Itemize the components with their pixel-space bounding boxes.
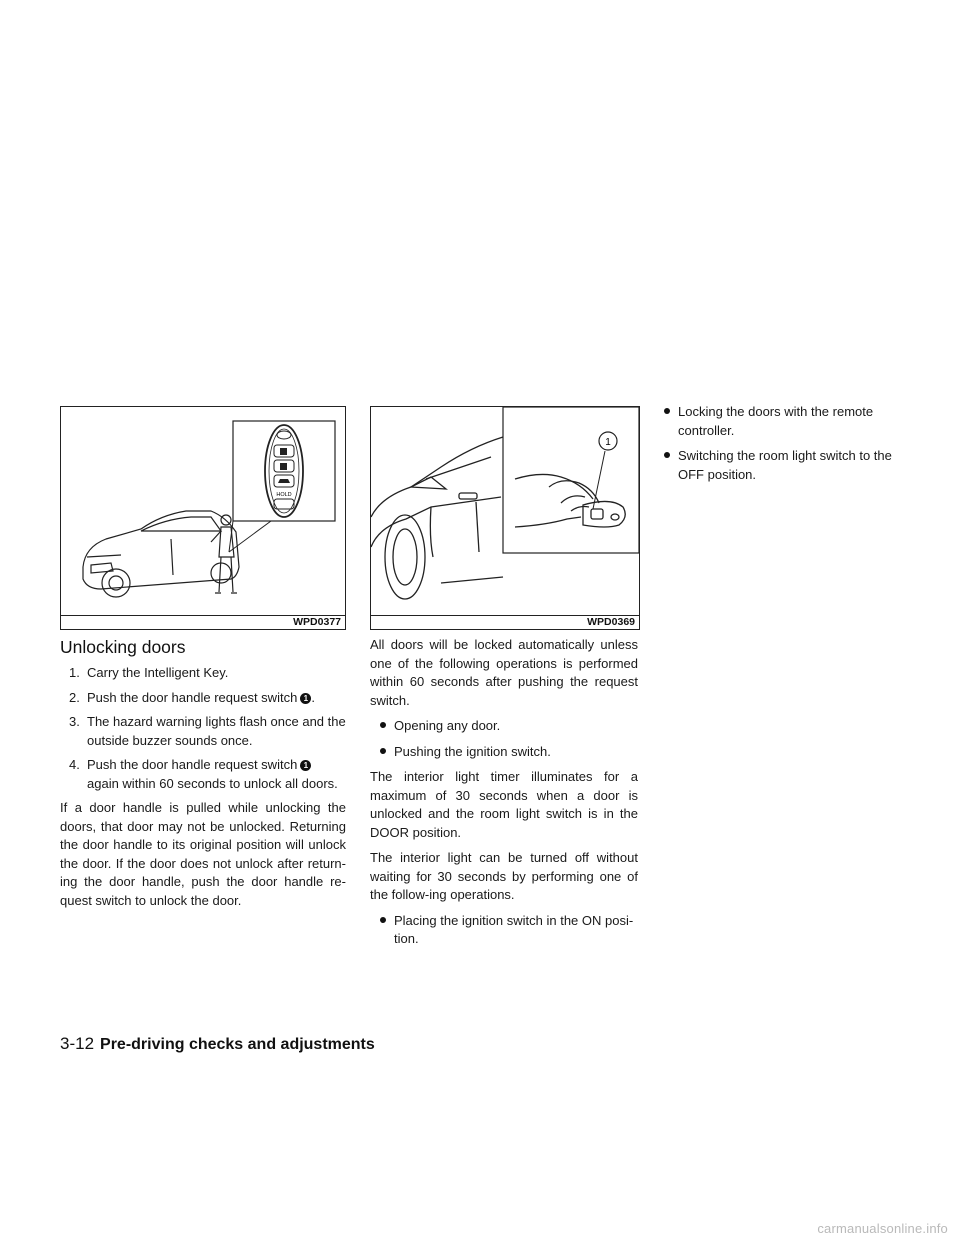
bullet-item: Opening any door. <box>370 717 638 736</box>
bullet-item: Placing the ignition switch in the ON posi-tion. <box>370 912 638 949</box>
left-column-text <box>60 664 346 917</box>
svg-text:HOLD: HOLD <box>276 492 292 498</box>
paragraph: The interior light timer illuminates for a maximum of 30 seconds when a door is unlocked and the room light switch is in the DOOR position. <box>370 769 638 840</box>
car-front-illustration <box>371 437 503 599</box>
bullet-icon <box>380 748 386 754</box>
right-column-text <box>662 403 902 491</box>
bullet-icon <box>380 917 386 923</box>
car-with-person-illustration <box>61 407 345 629</box>
step-1: 1. Carry the Intelligent Key. <box>69 665 229 680</box>
paragraph: If a door handle is pulled while unlocking the doors, that door may not be unlocked. Returning the door handle to its original position will unlock the door. If the door does not unlock after return-ing the door handle, push the door handle re-quest switch to unlock the door. <box>60 800 346 908</box>
bullet-icon <box>664 452 670 458</box>
bullet-list <box>370 717 638 761</box>
step-3: 3. The hazard warning lights flash once and the outside buzzer sounds once. <box>69 714 346 748</box>
bullet-icon <box>664 408 670 414</box>
figure-intelligent-key-unlock <box>60 406 346 630</box>
bullet-item: Locking the doors with the remote controller. <box>662 403 902 440</box>
bullet-list <box>370 912 638 949</box>
step-4: 4. Push the door handle request switch 1 again within 60 seconds to unlock all doors. <box>69 757 338 791</box>
figure-label: WPD0377 <box>289 616 345 629</box>
step-2: 2. Push the door handle request switch 1 . <box>69 689 315 705</box>
callout-1-icon: 1 <box>300 693 311 704</box>
bullet-icon <box>380 722 386 728</box>
key-fob-icon <box>265 425 303 517</box>
page-footer <box>60 1034 375 1054</box>
callout-number: 1 <box>605 437 611 448</box>
page-number: 3-12 <box>60 1034 95 1053</box>
paragraph: The interior light can be turned off without waiting for 30 seconds by performing one of the follow-ing operations. <box>370 850 638 902</box>
figure-door-handle-switch <box>370 406 640 630</box>
sedan-illustration <box>83 511 239 597</box>
callout-1-icon: 1 <box>300 760 311 771</box>
unlock-steps-list <box>60 664 346 793</box>
bullet-item: Pushing the ignition switch. <box>370 743 638 762</box>
bullet-list <box>662 403 902 484</box>
middle-column-text <box>370 636 638 956</box>
chapter-title: Pre-driving checks and adjustments <box>100 1036 375 1053</box>
watermark: carmanualsonline.info <box>817 1221 948 1236</box>
bullet-item: Switching the room light switch to the OFF position. <box>662 447 902 484</box>
paragraph: All doors will be locked automatically unless one of the following operations is performed within 60 seconds after pushing the request switch. <box>370 637 638 708</box>
door-handle-illustration <box>371 407 639 629</box>
section-heading: Unlocking doors <box>60 637 186 657</box>
figure-label: WPD0369 <box>583 616 639 629</box>
